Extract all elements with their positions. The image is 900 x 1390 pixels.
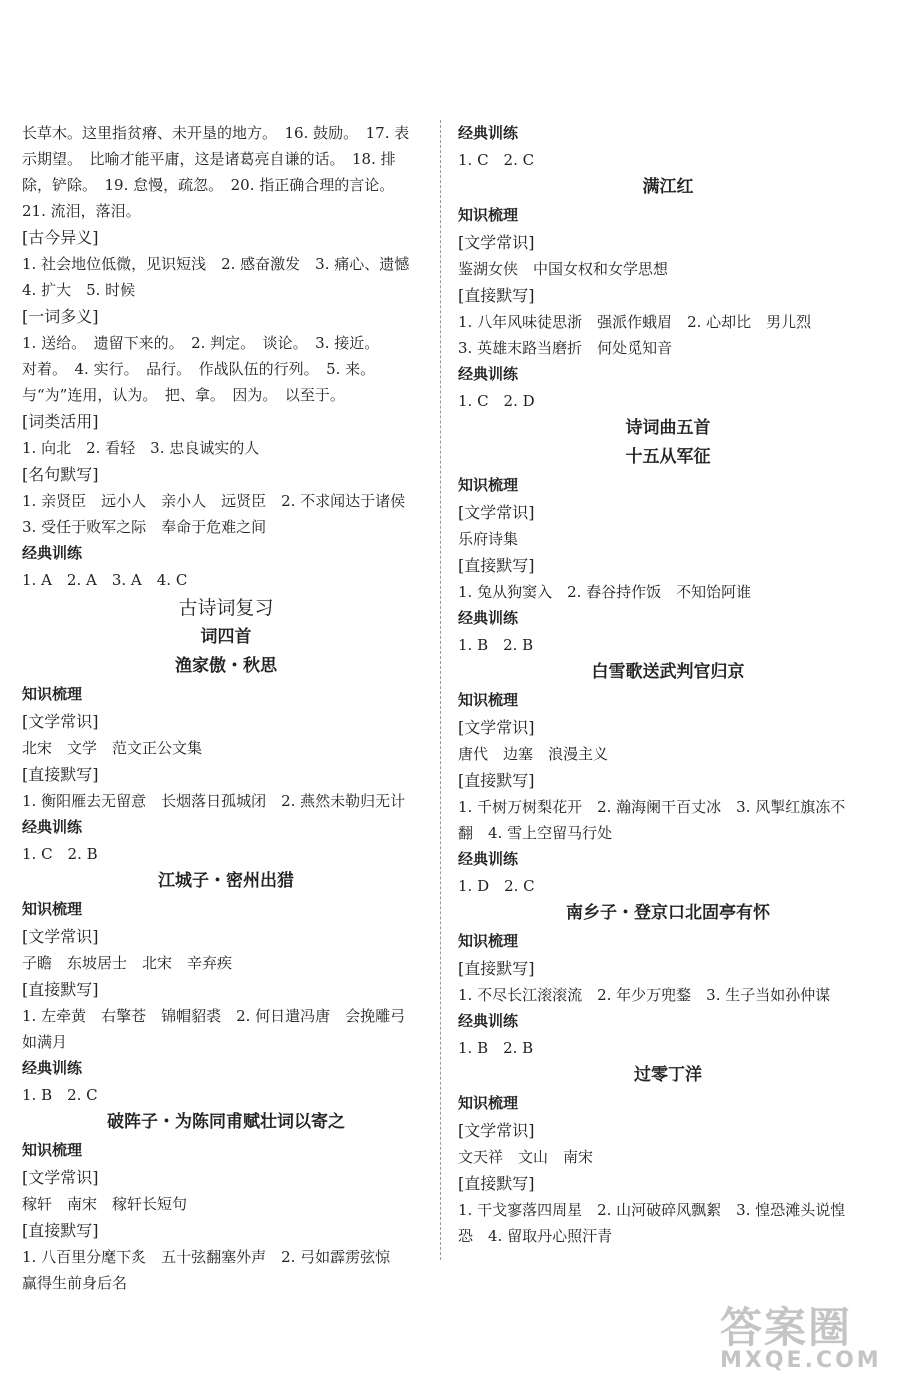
- answer-line: 1. B 2. C: [22, 1086, 98, 1104]
- answer-line: 1. C 2. C: [458, 151, 535, 169]
- answer-line: 长草木。这里指贫瘠、未开垦的地方。 16. 鼓励。 17. 表: [22, 124, 410, 142]
- poem-title: 江城子・密州出猎: [158, 871, 294, 891]
- section-label: [直接默写]: [22, 765, 99, 784]
- answer-line: 4. 扩大 5. 时候: [22, 281, 136, 299]
- section-label: [文学常识]: [22, 927, 99, 946]
- poem-title: 诗词曲五首: [625, 418, 711, 438]
- answer-line: 1. 八年风味徒思浙 强派作蛾眉 2. 心却比 男儿烈: [458, 313, 812, 331]
- section-heading: 知识梳理: [22, 685, 83, 703]
- right-column: [458, 120, 878, 1249]
- answer-line: 唐代 边塞 浪漫主义: [458, 745, 609, 763]
- answer-line: 1. 亲贤臣 远小人 亲小人 远贤臣 2. 不求闻达于诸侯: [22, 492, 406, 510]
- answer-line: 子瞻 东坡居士 北宋 辛弃疾: [22, 954, 233, 972]
- answer-line: 恐 4. 留取丹心照汗青: [458, 1227, 613, 1245]
- section-heading: 知识梳理: [22, 900, 83, 918]
- left-column: [22, 120, 430, 1296]
- answer-line: 1. 干戈寥落四周星 2. 山河破碎风飘絮 3. 惶恐滩头说惶: [458, 1201, 846, 1219]
- section-label: [词类活用]: [22, 412, 99, 431]
- answer-line: 北宋 文学 范文正公文集: [22, 739, 203, 757]
- section-heading: 知识梳理: [458, 476, 519, 494]
- section-label: [直接默写]: [458, 286, 535, 305]
- section-label: [直接默写]: [458, 959, 535, 978]
- section-heading: 知识梳理: [458, 932, 519, 950]
- section-label: [文学常识]: [458, 233, 535, 252]
- section-label: [文学常识]: [458, 1121, 535, 1140]
- answer-line: 乐府诗集: [458, 530, 519, 548]
- poem-title: 词四首: [200, 627, 252, 647]
- section-heading: 经典训练: [458, 1012, 519, 1030]
- answer-line: 与“为”连用，认为。 把、拿。 因为。 以至于。: [22, 386, 345, 404]
- answer-line: 1. 兔从狗窦入 2. 舂谷持作饭 不知饴阿谁: [458, 583, 752, 601]
- section-heading: 知识梳理: [458, 691, 519, 709]
- section-label: [文学常识]: [458, 503, 535, 522]
- answer-line: 除，铲除。 19. 怠慢，疏忽。 20. 指正确合理的言论。: [22, 176, 395, 194]
- chapter-title: 古诗词复习: [178, 597, 274, 619]
- answer-line: 文天祥 文山 南宋: [458, 1148, 594, 1166]
- section-label: [直接默写]: [22, 1221, 99, 1240]
- answer-line: 3. 受任于败军之际 奉命于危难之间: [22, 518, 267, 536]
- answer-line: 3. 英雄末路当磨折 何处觅知音: [458, 339, 673, 357]
- answer-line: 示期望。 比喻才能平庸，这是诸葛亮自谦的话。 18. 排: [22, 150, 396, 168]
- poem-title: 满江红: [642, 177, 694, 197]
- section-label: [直接默写]: [458, 771, 535, 790]
- answer-line: 翻 4. 雪上空留马行处: [458, 824, 613, 842]
- section-label: [文学常识]: [458, 718, 535, 737]
- answer-line: 1. 千树万树梨花开 2. 瀚海阑干百丈冰 3. 风掣红旗冻不: [458, 798, 846, 816]
- answer-line: 如满月: [22, 1033, 68, 1051]
- watermark-url: MXQE.COM: [720, 1348, 882, 1373]
- section-heading: 经典训练: [458, 124, 519, 142]
- section-heading: 经典训练: [22, 818, 83, 836]
- answer-line: 稼轩 南宋 稼轩长短句: [22, 1195, 188, 1213]
- section-heading: 经典训练: [458, 609, 519, 627]
- answer-line: 赢得生前身后名: [22, 1274, 128, 1292]
- section-label: [文学常识]: [22, 712, 99, 731]
- section-heading: 知识梳理: [458, 206, 519, 224]
- answer-line: 21. 流泪，落泪。: [22, 202, 141, 220]
- section-label: [一词多义]: [22, 307, 99, 326]
- answer-line: 对着。 4. 实行。 品行。 作战队伍的行列。 5. 来。: [22, 360, 376, 378]
- answer-line: 1. B 2. B: [458, 636, 534, 654]
- section-label: [直接默写]: [22, 980, 99, 999]
- poem-title: 过零丁洋: [634, 1065, 702, 1085]
- answer-line: 1. 左牵黄 右擎苍 锦帽貂裘 2. 何日遣冯唐 会挽雕弓: [22, 1007, 406, 1025]
- answer-line: 1. C 2. B: [22, 845, 98, 863]
- answer-line: 1. 社会地位低微，见识短浅 2. 感奋激发 3. 痛心、遗憾: [22, 255, 410, 273]
- section-heading: 知识梳理: [458, 1094, 519, 1112]
- section-label: [文学常识]: [22, 1168, 99, 1187]
- poem-title: 十五从军征: [625, 447, 711, 467]
- section-heading: 经典训练: [22, 1059, 83, 1077]
- answer-line: 1. A 2. A 3. A 4. C: [22, 571, 188, 589]
- section-label: [名句默写]: [22, 465, 99, 484]
- poem-title: 白雪歌送武判官归京: [591, 662, 745, 682]
- answer-line: 1. 不尽长江滚滚流 2. 年少万兜鍪 3. 生子当如孙仲谋: [458, 986, 831, 1004]
- section-heading: 经典训练: [22, 544, 83, 562]
- answer-line: 1. C 2. D: [458, 392, 535, 410]
- section-label: [古今异义]: [22, 228, 99, 247]
- watermark-text: 答案圈: [720, 1303, 853, 1352]
- answer-line: 1. 八百里分麾下炙 五十弦翻塞外声 2. 弓如霹雳弦惊: [22, 1248, 391, 1266]
- watermark-logo: [720, 1303, 882, 1376]
- section-heading: 经典训练: [458, 365, 519, 383]
- section-heading: 知识梳理: [22, 1141, 83, 1159]
- answer-line: 1. 向北 2. 看轻 3. 忠良诚实的人: [22, 439, 260, 457]
- section-label: [直接默写]: [458, 1174, 535, 1193]
- poem-title: 南乡子・登京口北固亭有怀: [566, 903, 770, 923]
- column-divider: [440, 120, 441, 1260]
- poem-title: 渔家傲・秋思: [175, 656, 277, 676]
- answer-line: 1. D 2. C: [458, 877, 535, 895]
- poem-title: 破阵子・为陈同甫赋壮词以寄之: [107, 1112, 345, 1132]
- section-heading: 经典训练: [458, 850, 519, 868]
- answer-line: 1. 衡阳雁去无留意 长烟落日孤城闭 2. 燕然未勒归无计: [22, 792, 406, 810]
- section-label: [直接默写]: [458, 556, 535, 575]
- answer-line: 鉴湖女侠 中国女权和女学思想: [458, 260, 669, 278]
- answer-line: 1. 送给。 遗留下来的。 2. 判定。 谈论。 3. 接近。: [22, 334, 380, 352]
- answer-line: 1. B 2. B: [458, 1039, 534, 1057]
